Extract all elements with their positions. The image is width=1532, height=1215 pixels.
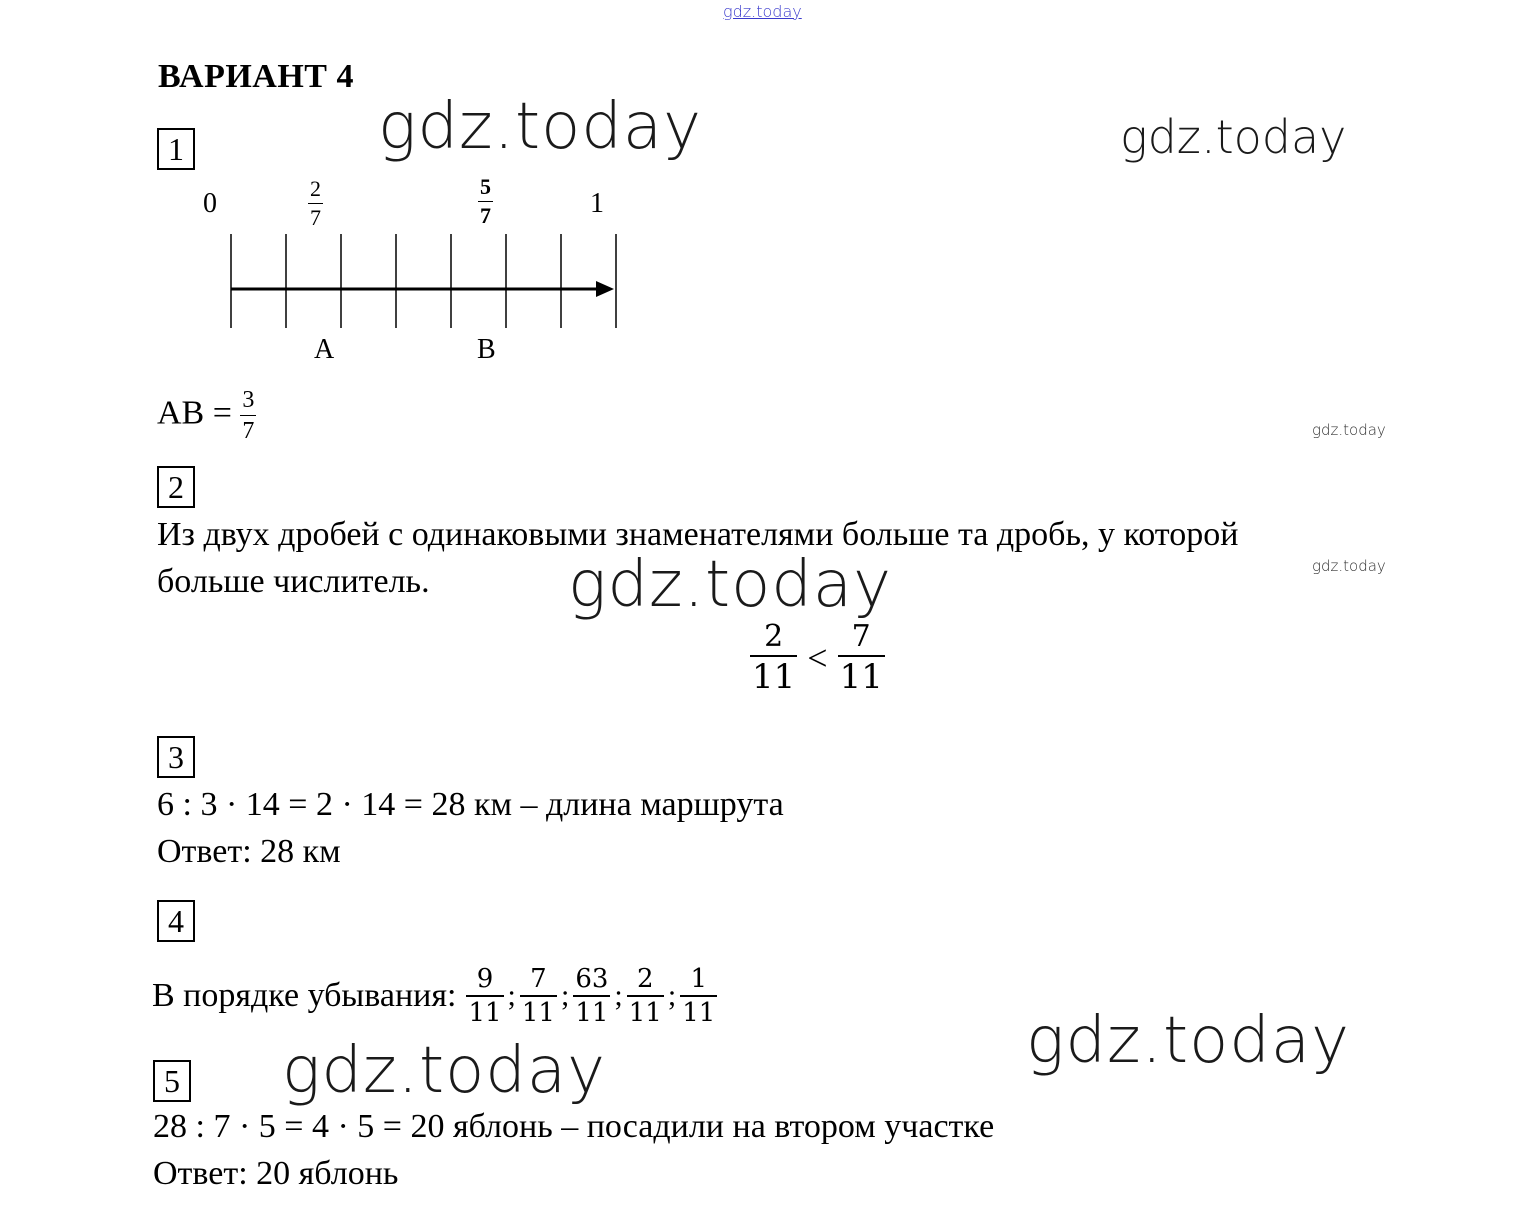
task-number-5: 5 xyxy=(153,1060,191,1102)
frac-numerator: 7 xyxy=(851,619,871,654)
frac-numerator: 9 xyxy=(476,964,494,994)
task-number-2: 2 xyxy=(157,466,195,508)
number-line-ticks xyxy=(231,234,616,328)
fraction-item xyxy=(520,966,557,1026)
number-line xyxy=(220,230,630,335)
point-label-b: B xyxy=(477,334,496,365)
frac-numerator: 2 xyxy=(637,964,654,994)
frac-denominator: 11 xyxy=(573,995,610,1026)
frac-numerator: 1 xyxy=(690,964,708,994)
fraction-list xyxy=(466,966,717,1026)
watermark: gdz.today xyxy=(1120,110,1347,164)
separator: ; xyxy=(667,979,677,1012)
point-label-a: A xyxy=(314,334,335,365)
axis-label-zero: 0 xyxy=(203,188,217,219)
separator: ; xyxy=(614,979,623,1012)
task2-comparison xyxy=(750,619,885,697)
separator: ; xyxy=(560,979,570,1012)
axis-label-frac-b xyxy=(478,176,493,227)
frac-numerator: 2 xyxy=(764,619,784,654)
watermark: gdz.today xyxy=(378,90,702,164)
watermark: gdz.today xyxy=(568,548,892,622)
result-fraction xyxy=(240,388,256,443)
task5-line1: 28 : 7 · 5 = 4 · 5 = 20 яблонь – посадили на втором участке xyxy=(153,1108,995,1145)
frac-numerator: 63 xyxy=(575,964,609,994)
fraction-item xyxy=(573,966,610,1026)
watermark: gdz.today xyxy=(1026,1004,1350,1078)
page-title: ВАРИАНТ 4 xyxy=(158,58,354,95)
fraction-item xyxy=(627,966,664,1026)
watermark: gdz.today xyxy=(1312,421,1386,439)
task4-answer xyxy=(152,966,717,1026)
task1-result xyxy=(157,388,256,443)
task4-label: В порядке убывания: xyxy=(152,977,457,1014)
fraction-item xyxy=(680,966,717,1026)
frac-numerator: 2 xyxy=(310,176,321,201)
task3-line1: 6 : 3 · 14 = 2 · 14 = 28 км – длина маршрута xyxy=(157,786,784,823)
frac-denominator: 11 xyxy=(627,995,664,1026)
frac-denominator: 11 xyxy=(520,995,557,1026)
frac-numerator: 3 xyxy=(242,387,255,413)
axis-label-one: 1 xyxy=(590,188,604,219)
frac-denominator: 11 xyxy=(680,995,717,1026)
task-number-3: 3 xyxy=(157,736,195,778)
axis-label-frac-a xyxy=(308,178,323,229)
watermark-top[interactable]: gdz.today xyxy=(723,2,802,21)
task3-line2: Ответ: 28 км xyxy=(157,833,341,870)
fraction-right xyxy=(838,619,885,697)
frac-denominator: 7 xyxy=(480,203,491,228)
task-number-1: 1 xyxy=(157,128,195,170)
task5-line2: Ответ: 20 яблонь xyxy=(153,1155,399,1192)
frac-denominator: 11 xyxy=(839,657,883,697)
separator: ; xyxy=(507,979,516,1012)
arrow-head-icon xyxy=(596,281,614,297)
frac-denominator: 7 xyxy=(240,415,256,443)
frac-numerator: 5 xyxy=(480,174,491,199)
watermark: gdz.today xyxy=(1312,557,1386,575)
fraction-left xyxy=(750,619,797,697)
task-number-4: 4 xyxy=(157,900,195,942)
frac-denominator: 7 xyxy=(310,205,321,230)
result-lhs: AB = xyxy=(157,394,232,432)
frac-numerator: 7 xyxy=(530,964,547,994)
fraction-item xyxy=(466,966,503,1026)
task2-text-line1: Из двух дробей с одинаковыми знаменателями больше та дробь, у которой xyxy=(157,516,1239,553)
frac-denominator: 11 xyxy=(752,657,796,697)
task2-text-line2: больше числитель. xyxy=(157,563,430,600)
frac-denominator: 11 xyxy=(466,995,503,1026)
comparison-sign: < xyxy=(807,638,828,678)
watermark: gdz.today xyxy=(282,1034,606,1108)
